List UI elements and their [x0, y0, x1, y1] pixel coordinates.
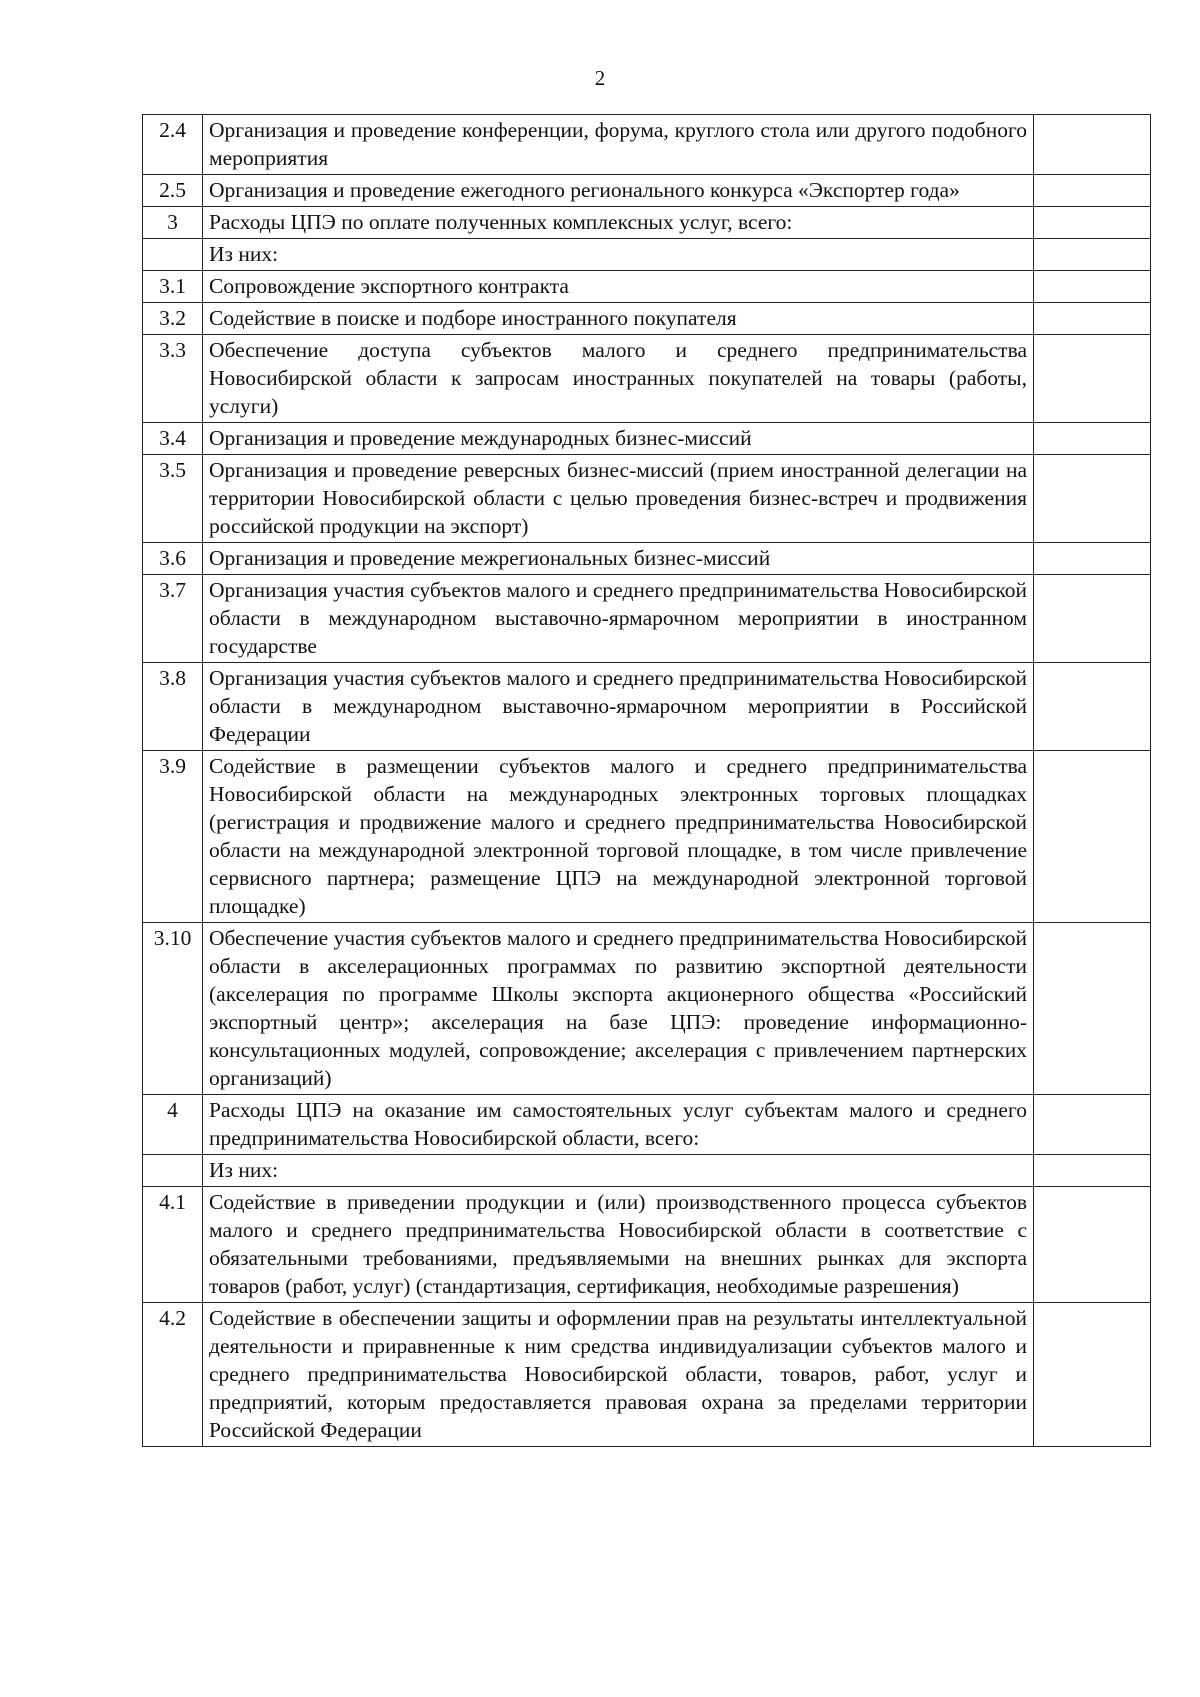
row-number: 3.8	[143, 663, 203, 751]
row-description: Организация и проведение ежегодного регионального конкурса «Экспортер года»	[203, 175, 1034, 207]
row-number: 4	[143, 1095, 203, 1155]
row-description: Организация и проведение международных бизнес-миссий	[203, 423, 1034, 455]
row-number: 3.7	[143, 575, 203, 663]
row-number: 4.2	[143, 1303, 203, 1447]
row-value	[1034, 751, 1151, 923]
row-value	[1034, 543, 1151, 575]
row-number: 3.2	[143, 303, 203, 335]
row-value	[1034, 303, 1151, 335]
table-row	[143, 751, 1151, 923]
row-value	[1034, 923, 1151, 1095]
row-number	[143, 1155, 203, 1187]
table-row	[143, 207, 1151, 239]
row-description: Расходы ЦПЭ по оплате полученных комплексных услуг, всего:	[203, 207, 1034, 239]
table-row	[143, 1303, 1151, 1447]
row-value	[1034, 207, 1151, 239]
row-value	[1034, 239, 1151, 271]
table-row	[143, 543, 1151, 575]
table-row	[143, 1155, 1151, 1187]
table-row	[143, 663, 1151, 751]
table-row	[143, 423, 1151, 455]
table-row	[143, 271, 1151, 303]
row-number: 3.10	[143, 923, 203, 1095]
row-value	[1034, 423, 1151, 455]
row-value	[1034, 575, 1151, 663]
row-value	[1034, 1303, 1151, 1447]
row-number: 3	[143, 207, 203, 239]
row-description: Содействие в размещении субъектов малого и среднего предпринимательства Новосибирской области на международных электронных торговых площадках (регистрация и продвижение малого и среднего предпринимательства Новосибирской области на международной электронной торговой площадке, в том числе привлечение сервисного партнера; размещение ЦПЭ на международной электронной торговой площадке)	[203, 751, 1034, 923]
row-value	[1034, 271, 1151, 303]
table-row	[143, 335, 1151, 423]
row-number: 4.1	[143, 1187, 203, 1303]
row-value	[1034, 115, 1151, 175]
row-value	[1034, 335, 1151, 423]
row-description: Организация и проведение межрегиональных бизнес-миссий	[203, 543, 1034, 575]
row-number: 3.3	[143, 335, 203, 423]
row-number: 3.5	[143, 455, 203, 543]
row-description: Расходы ЦПЭ на оказание им самостоятельных услуг субъектам малого и среднего предпринимательства Новосибирской области, всего:	[203, 1095, 1034, 1155]
table-row	[143, 1095, 1151, 1155]
row-description: Содействие в приведении продукции и (или) производственного процесса субъектов малого и среднего предпринимательства Новосибирской области в соответствие с обязательными требованиями, предъявляемыми на внешних рынках для экспорта товаров (работ, услуг) (стандартизация, сертификация, необходимые разрешения)	[203, 1187, 1034, 1303]
row-description: Обеспечение участия субъектов малого и среднего предпринимательства Новосибирской области в акселерационных программах по развитию экспортной деятельности (акселерация по программе Школы экспорта акционерного общества «Российский экспортный центр»; акселерация на базе ЦПЭ: проведение информационно-консультационных модулей, сопровождение; акселерация с привлечением партнерских организаций)	[203, 923, 1034, 1095]
row-description: Сопровождение экспортного контракта	[203, 271, 1034, 303]
row-description: Организация и проведение конференции, форума, круглого стола или другого подобного мероприятия	[203, 115, 1034, 175]
row-number: 3.6	[143, 543, 203, 575]
table-row	[143, 575, 1151, 663]
row-value	[1034, 455, 1151, 543]
row-description: Содействие в поиске и подборе иностранного покупателя	[203, 303, 1034, 335]
expenses-table	[142, 114, 1151, 1447]
row-description: Из них:	[203, 1155, 1034, 1187]
page-number: 2	[594, 66, 606, 90]
table-body	[143, 115, 1151, 1447]
row-value	[1034, 175, 1151, 207]
row-number: 2.4	[143, 115, 203, 175]
row-value	[1034, 663, 1151, 751]
row-number: 3.1	[143, 271, 203, 303]
row-description: Организация участия субъектов малого и среднего предпринимательства Новосибирской области в международном выставочно-ярмарочном мероприятии в Российской Федерации	[203, 663, 1034, 751]
row-description: Организация и проведение реверсных бизнес-миссий (прием иностранной делегации на территории Новосибирской области с целью проведения бизнес-встреч и продвижения российской продукции на экспорт)	[203, 455, 1034, 543]
table-row	[143, 115, 1151, 175]
row-description: Из них:	[203, 239, 1034, 271]
row-value	[1034, 1095, 1151, 1155]
row-value	[1034, 1187, 1151, 1303]
row-number: 2.5	[143, 175, 203, 207]
row-number	[143, 239, 203, 271]
table-row	[143, 1187, 1151, 1303]
row-value	[1034, 1155, 1151, 1187]
table-row	[143, 239, 1151, 271]
table-row	[143, 923, 1151, 1095]
row-description: Содействие в обеспечении защиты и оформлении прав на результаты интеллектуальной деятельности и приравненные к ним средства индивидуализации субъектов малого и среднего предпринимательства Новосибирской области, товаров, работ, услуг и предприятий, которым предоставляется правовая охрана за пределами территории Российской Федерации	[203, 1303, 1034, 1447]
table-row	[143, 303, 1151, 335]
row-description: Организация участия субъектов малого и среднего предпринимательства Новосибирской области в международном выставочно-ярмарочном мероприятии в иностранном государстве	[203, 575, 1034, 663]
table-row	[143, 175, 1151, 207]
row-number: 3.9	[143, 751, 203, 923]
row-number: 3.4	[143, 423, 203, 455]
table-row	[143, 455, 1151, 543]
row-description: Обеспечение доступа субъектов малого и среднего предпринимательства Новосибирской области к запросам иностранных покупателей на товары (работы, услуги)	[203, 335, 1034, 423]
